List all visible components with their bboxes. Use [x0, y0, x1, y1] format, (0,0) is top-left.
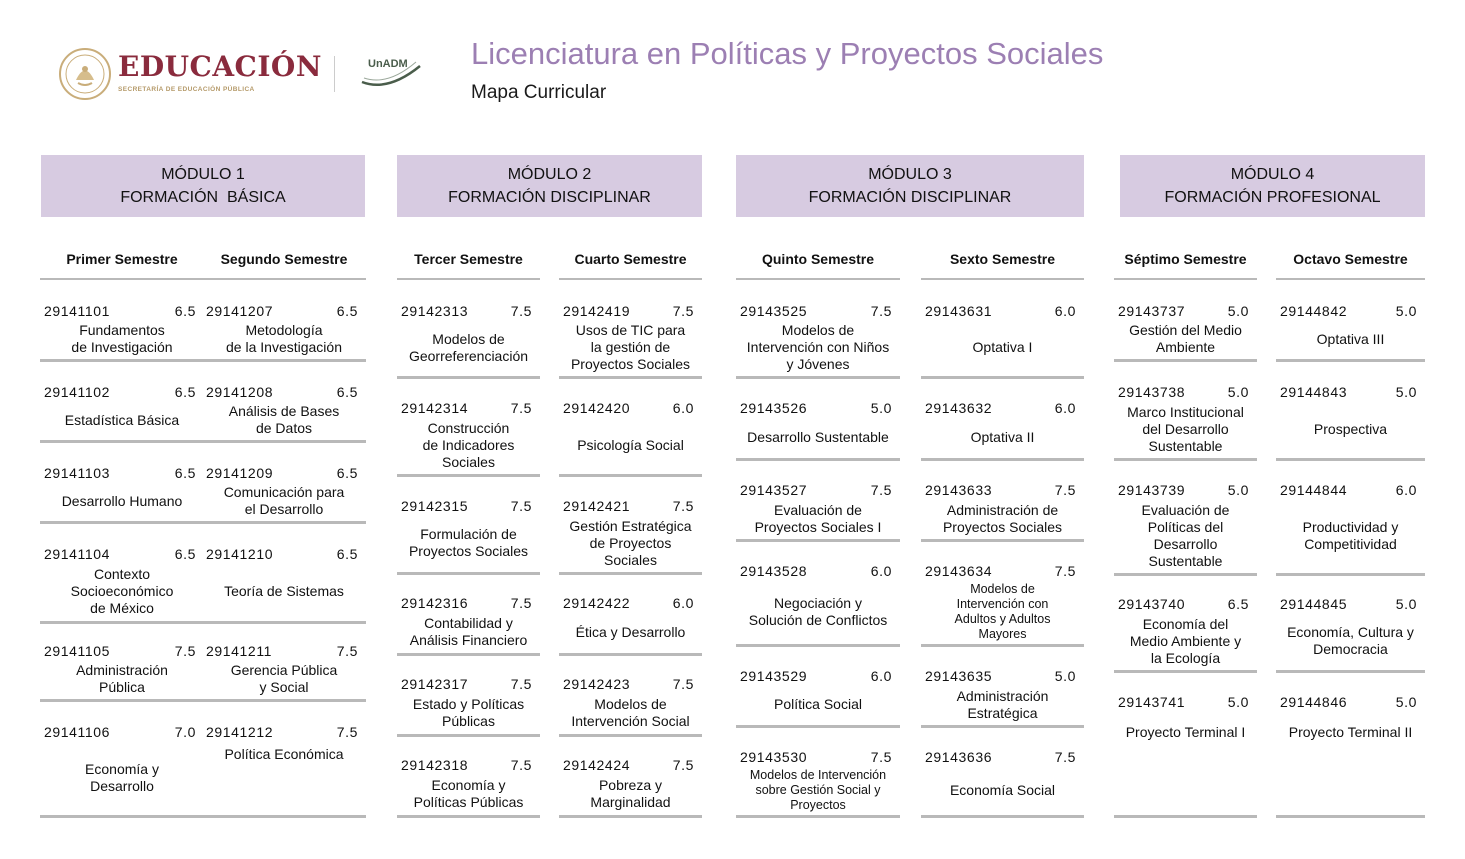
course-code: 29144844	[1280, 482, 1348, 498]
course-header	[202, 301, 366, 321]
course-credits: 5.0	[1054, 668, 1076, 684]
module-4-header	[1120, 155, 1425, 217]
course-code: 29141106	[44, 724, 111, 740]
course-code: 29143632	[925, 400, 993, 416]
course-header	[921, 398, 1084, 418]
course-name: Gerencia Pública y Social	[230, 662, 338, 695]
course-code: 29141208	[206, 384, 274, 400]
semester-column-2	[202, 240, 366, 762]
course-header	[202, 382, 366, 402]
course-name: Proyecto Terminal II	[1288, 724, 1413, 740]
brand-title: EDUCACIÓN	[118, 50, 322, 83]
course-name: Prospectiva	[1313, 420, 1388, 437]
unadm-logo	[358, 52, 424, 92]
course-code: 29141101	[44, 303, 111, 319]
course-card	[202, 544, 366, 624]
course-name: Modelos de Intervención con Niños y Jóvenes	[746, 322, 890, 372]
semester-title: Quinto Semestre	[736, 240, 900, 280]
course-credits: 6.0	[1054, 303, 1076, 319]
course-credits: 5.0	[1227, 384, 1249, 400]
course-header	[1276, 692, 1425, 712]
course-card	[1276, 594, 1425, 673]
course-header	[921, 301, 1084, 321]
course-card	[202, 722, 366, 818]
course-name: Pobreza y Marginalidad	[590, 777, 671, 810]
course-name: Administración de Proyectos Sociales	[942, 501, 1063, 535]
course-credits: 6.5	[174, 303, 196, 319]
course-card	[40, 382, 204, 443]
course-name: Proyecto Terminal I	[1125, 724, 1246, 740]
course-name: Política Social	[774, 696, 862, 712]
course-code: 29143739	[1118, 482, 1186, 498]
course-card	[202, 382, 366, 443]
course-code: 29141104	[44, 546, 111, 562]
course-card	[397, 496, 540, 575]
semester-title: Segundo Semestre	[202, 240, 366, 280]
course-header	[736, 301, 900, 321]
course-code: 29142316	[401, 595, 469, 611]
course-name: Economía Social	[949, 781, 1056, 798]
course-code: 29144842	[1280, 303, 1348, 319]
course-name: Estadística Básica	[64, 411, 180, 428]
course-code: 29141105	[44, 643, 111, 659]
course-name: Fundamentos de Investigación	[71, 322, 173, 355]
course-card	[921, 747, 1084, 818]
course-name: Contabilidad y Análisis Financiero	[409, 615, 528, 648]
course-name: Modelos de Georreferenciación	[408, 330, 529, 364]
course-name: Administración Pública	[76, 662, 168, 695]
course-card	[1276, 480, 1425, 576]
course-code: 29141210	[206, 546, 274, 562]
semester-title: Primer Semestre	[40, 240, 204, 280]
course-code: 29143527	[740, 482, 808, 498]
course-credits: 7.5	[510, 303, 532, 319]
course-code: 29143633	[925, 482, 993, 498]
course-name: Economía del Medio Ambiente y la Ecología	[1129, 615, 1242, 666]
course-header	[202, 722, 366, 742]
course-name: Evaluación de Políticas del Desarrollo Sustentable	[1141, 501, 1230, 569]
course-name: Gestión del Medio Ambiente	[1129, 322, 1242, 355]
course-credits: 7.5	[510, 400, 532, 416]
course-card	[921, 666, 1084, 728]
course-code: 29143636	[925, 749, 993, 765]
course-credits: 7.5	[870, 749, 892, 765]
course-credits: 5.0	[1227, 482, 1249, 498]
course-header	[1114, 301, 1257, 321]
course-name: Productividad y Competitividad	[1302, 518, 1399, 552]
course-header	[397, 755, 540, 775]
course-card	[397, 398, 540, 477]
course-header	[736, 561, 900, 581]
course-credits: 6.5	[174, 546, 196, 562]
course-header	[1276, 480, 1425, 500]
unadm-text: UnADM	[368, 58, 408, 70]
course-card	[559, 398, 702, 477]
course-header	[397, 593, 540, 613]
course-credits: 7.5	[672, 303, 694, 319]
course-card	[397, 301, 540, 379]
course-name: Modelos de Intervención sobre Gestión Social y Proyectos	[749, 767, 887, 812]
course-header	[397, 496, 540, 516]
course-code: 29143525	[740, 303, 808, 319]
module-number: MÓDULO 3	[868, 166, 952, 183]
course-code: 29141209	[206, 465, 274, 481]
course-name: Marco Institucional del Desarrollo Sustentable	[1127, 403, 1244, 454]
semester-title: Séptimo Semestre	[1114, 240, 1257, 280]
course-header	[202, 641, 366, 661]
semester-column-6	[921, 240, 1084, 798]
course-credits: 6.0	[870, 563, 892, 579]
module-number: MÓDULO 4	[1230, 166, 1315, 183]
course-name: Economía y Políticas Públicas	[413, 777, 524, 810]
course-credits: 6.0	[672, 400, 694, 416]
course-card	[40, 722, 204, 818]
course-code: 29141207	[206, 303, 274, 319]
course-card	[921, 480, 1084, 542]
course-code: 29144845	[1280, 596, 1348, 612]
course-name: Ética y Desarrollo	[575, 623, 686, 640]
course-card	[559, 755, 702, 818]
course-card	[559, 593, 702, 656]
course-card	[736, 301, 900, 379]
course-header	[921, 666, 1084, 686]
course-code: 29141102	[44, 384, 111, 400]
course-header	[1276, 594, 1425, 614]
course-card	[202, 641, 366, 702]
course-code: 29142318	[401, 757, 469, 773]
course-name: Administración Estratégica	[956, 687, 1049, 721]
course-credits: 7.5	[510, 757, 532, 773]
course-name: Modelos de Intervención Social	[571, 696, 690, 729]
course-name: Análisis de Bases de Datos	[228, 403, 340, 436]
course-card	[397, 593, 540, 656]
course-credits: 5.0	[1395, 303, 1417, 319]
course-card	[736, 666, 900, 728]
course-header	[559, 496, 702, 516]
course-header	[559, 674, 702, 694]
course-header	[40, 301, 204, 321]
course-credits: 7.5	[510, 498, 532, 514]
course-header	[736, 666, 900, 686]
mexico-seal-icon	[58, 47, 112, 101]
course-card	[40, 641, 204, 702]
course-card	[40, 544, 204, 624]
course-card	[40, 463, 204, 524]
course-code: 29142317	[401, 676, 469, 692]
course-credits: 6.5	[336, 303, 358, 319]
course-code: 29141103	[44, 465, 111, 481]
course-name: Comunicación para el Desarrollo	[223, 484, 345, 517]
semester-title: Octavo Semestre	[1276, 240, 1425, 280]
course-header	[1276, 301, 1425, 321]
course-name: Política Económica	[224, 746, 344, 762]
course-name: Psicología Social	[577, 436, 684, 453]
course-code: 29143526	[740, 400, 808, 416]
course-card	[736, 561, 900, 647]
course-credits: 7.5	[336, 643, 358, 659]
course-code: 29142423	[563, 676, 631, 692]
course-name: Economía y Desarrollo	[85, 760, 159, 794]
course-card	[921, 398, 1084, 461]
course-card	[1114, 301, 1257, 362]
course-card	[921, 301, 1084, 379]
semester-column-1	[40, 240, 204, 794]
course-card	[921, 561, 1084, 647]
course-credits: 7.5	[672, 757, 694, 773]
course-header	[736, 480, 900, 500]
course-code: 29142313	[401, 303, 469, 319]
course-code: 29144846	[1280, 694, 1348, 710]
module-number: MÓDULO 1	[161, 166, 245, 183]
course-code: 29143634	[925, 563, 993, 579]
course-header	[40, 463, 204, 483]
course-credits: 6.0	[672, 595, 694, 611]
course-card	[397, 674, 540, 737]
course-card	[736, 747, 900, 818]
course-header	[40, 722, 204, 742]
course-code: 29143530	[740, 749, 808, 765]
course-code: 29143529	[740, 668, 808, 684]
course-header	[921, 747, 1084, 767]
course-name: Evaluación de Proyectos Sociales I	[754, 501, 882, 535]
course-header	[40, 544, 204, 564]
course-code: 29142424	[563, 757, 631, 773]
course-code: 29143737	[1118, 303, 1186, 319]
course-name: Optativa II	[970, 428, 1035, 445]
course-header	[921, 480, 1084, 500]
semester-column-7	[1114, 240, 1257, 740]
course-code: 29142422	[563, 595, 631, 611]
course-code: 29143631	[925, 303, 993, 319]
course-credits: 5.0	[1395, 596, 1417, 612]
course-credits: 6.0	[870, 668, 892, 684]
course-credits: 7.5	[510, 676, 532, 692]
course-name: Usos de TIC para la gestión de Proyectos Sociales	[570, 322, 691, 372]
course-credits: 7.5	[510, 595, 532, 611]
course-credits: 7.5	[1054, 563, 1076, 579]
course-header	[1114, 594, 1257, 614]
course-credits: 5.0	[1227, 694, 1249, 710]
course-credits: 6.5	[336, 384, 358, 400]
logo-divider	[334, 56, 335, 92]
course-header	[1114, 480, 1257, 500]
semester-column-8	[1276, 240, 1425, 740]
course-card	[559, 496, 702, 575]
course-code: 29141211	[206, 643, 273, 659]
course-header	[736, 398, 900, 418]
module-name: FORMACIÓN DISCIPLINAR	[808, 189, 1012, 206]
course-header	[559, 755, 702, 775]
course-header	[559, 398, 702, 418]
course-card	[736, 398, 900, 461]
course-name: Metodología de la Investigación	[226, 322, 342, 355]
course-card	[397, 755, 540, 818]
brand-subtitle: SECRETARÍA DE EDUCACIÓN PÚBLICA	[118, 86, 255, 93]
course-credits: 5.0	[1227, 303, 1249, 319]
course-code: 29144843	[1280, 384, 1348, 400]
course-name: Optativa III	[1316, 330, 1385, 347]
course-code: 29142421	[563, 498, 631, 514]
course-credits: 6.5	[1227, 596, 1249, 612]
course-card	[1276, 382, 1425, 461]
course-header	[40, 641, 204, 661]
course-header	[1276, 382, 1425, 402]
course-code: 29142315	[401, 498, 469, 514]
course-name: Modelos de Intervención con Adultos y Adultos Mayores	[954, 581, 1051, 641]
course-code: 29143738	[1118, 384, 1186, 400]
course-credits: 7.5	[672, 498, 694, 514]
course-code: 29143740	[1118, 596, 1186, 612]
course-code: 29141212	[206, 724, 274, 740]
course-card	[736, 480, 900, 542]
course-card	[1276, 692, 1425, 818]
course-name: Negociación y Solución de Conflictos	[748, 594, 888, 628]
course-code: 29142420	[563, 400, 631, 416]
course-name: Contexto Socioeconómico de México	[70, 566, 174, 616]
logo-area	[58, 44, 438, 104]
course-credits: 6.5	[174, 465, 196, 481]
course-header	[1114, 692, 1257, 712]
course-header	[397, 674, 540, 694]
course-card	[1276, 301, 1425, 362]
course-code: 29143528	[740, 563, 808, 579]
course-credits: 6.0	[1054, 400, 1076, 416]
course-credits: 5.0	[1395, 694, 1417, 710]
semester-column-4	[559, 240, 702, 810]
course-header	[40, 382, 204, 402]
course-credits: 7.5	[870, 482, 892, 498]
course-card	[1114, 480, 1257, 576]
course-credits: 7.5	[1054, 482, 1076, 498]
course-header	[202, 544, 366, 564]
course-name: Teoría de Sistemas	[224, 583, 344, 599]
course-credits: 7.5	[174, 643, 196, 659]
course-credits: 5.0	[870, 400, 892, 416]
course-credits: 6.5	[174, 384, 196, 400]
course-credits: 6.0	[1395, 482, 1417, 498]
course-header	[921, 561, 1084, 581]
course-name: Desarrollo Sustentable	[747, 428, 889, 445]
course-name: Optativa I	[972, 339, 1033, 355]
course-card	[1114, 692, 1257, 818]
course-credits: 6.5	[336, 546, 358, 562]
page-title: Licenciatura en Políticas y Proyectos Sociales	[471, 36, 1104, 71]
module-3-header	[736, 155, 1084, 217]
course-card	[202, 301, 366, 362]
course-header	[397, 301, 540, 321]
course-credits: 7.5	[870, 303, 892, 319]
course-code: 29142419	[563, 303, 631, 319]
semester-column-3	[397, 240, 540, 810]
course-card	[559, 674, 702, 737]
module-name: FORMACIÓN BÁSICA	[120, 189, 286, 206]
course-code: 29142314	[401, 400, 469, 416]
course-name: Desarrollo Humano	[61, 492, 183, 509]
module-number: MÓDULO 2	[507, 166, 592, 183]
course-name: Gestión Estratégica de Proyectos Sociales	[569, 517, 692, 568]
course-credits: 7.5	[336, 724, 358, 740]
course-header	[736, 747, 900, 767]
course-credits: 7.5	[672, 676, 694, 692]
course-credits: 5.0	[1395, 384, 1417, 400]
course-card	[40, 301, 204, 362]
course-header	[202, 463, 366, 483]
module-name: FORMACIÓN DISCIPLINAR	[448, 189, 651, 206]
course-card	[1114, 382, 1257, 461]
course-code: 29143741	[1118, 694, 1186, 710]
course-card	[1114, 594, 1257, 673]
course-header	[559, 593, 702, 613]
module-1-header	[41, 155, 365, 217]
course-name: Formulación de Proyectos Sociales	[408, 526, 529, 559]
course-credits: 6.5	[336, 465, 358, 481]
module-2-header	[397, 155, 702, 217]
course-header	[1114, 382, 1257, 402]
semester-title: Tercer Semestre	[397, 240, 540, 280]
course-header	[559, 301, 702, 321]
course-code: 29143635	[925, 668, 993, 684]
page-subtitle: Mapa Curricular	[471, 82, 607, 103]
course-header	[397, 398, 540, 418]
semester-title: Cuarto Semestre	[559, 240, 702, 280]
course-name: Construcción de Indicadores Sociales	[422, 419, 515, 470]
course-card	[202, 463, 366, 524]
module-name: FORMACIÓN PROFESIONAL	[1164, 189, 1381, 206]
semester-title: Sexto Semestre	[921, 240, 1084, 280]
course-name: Economía, Cultura y Democracia	[1287, 624, 1414, 657]
course-card	[559, 301, 702, 379]
course-credits: 7.5	[1054, 749, 1076, 765]
course-name: Estado y Políticas Públicas	[412, 696, 525, 729]
course-credits: 7.0	[174, 724, 196, 740]
semester-column-5	[736, 240, 900, 812]
